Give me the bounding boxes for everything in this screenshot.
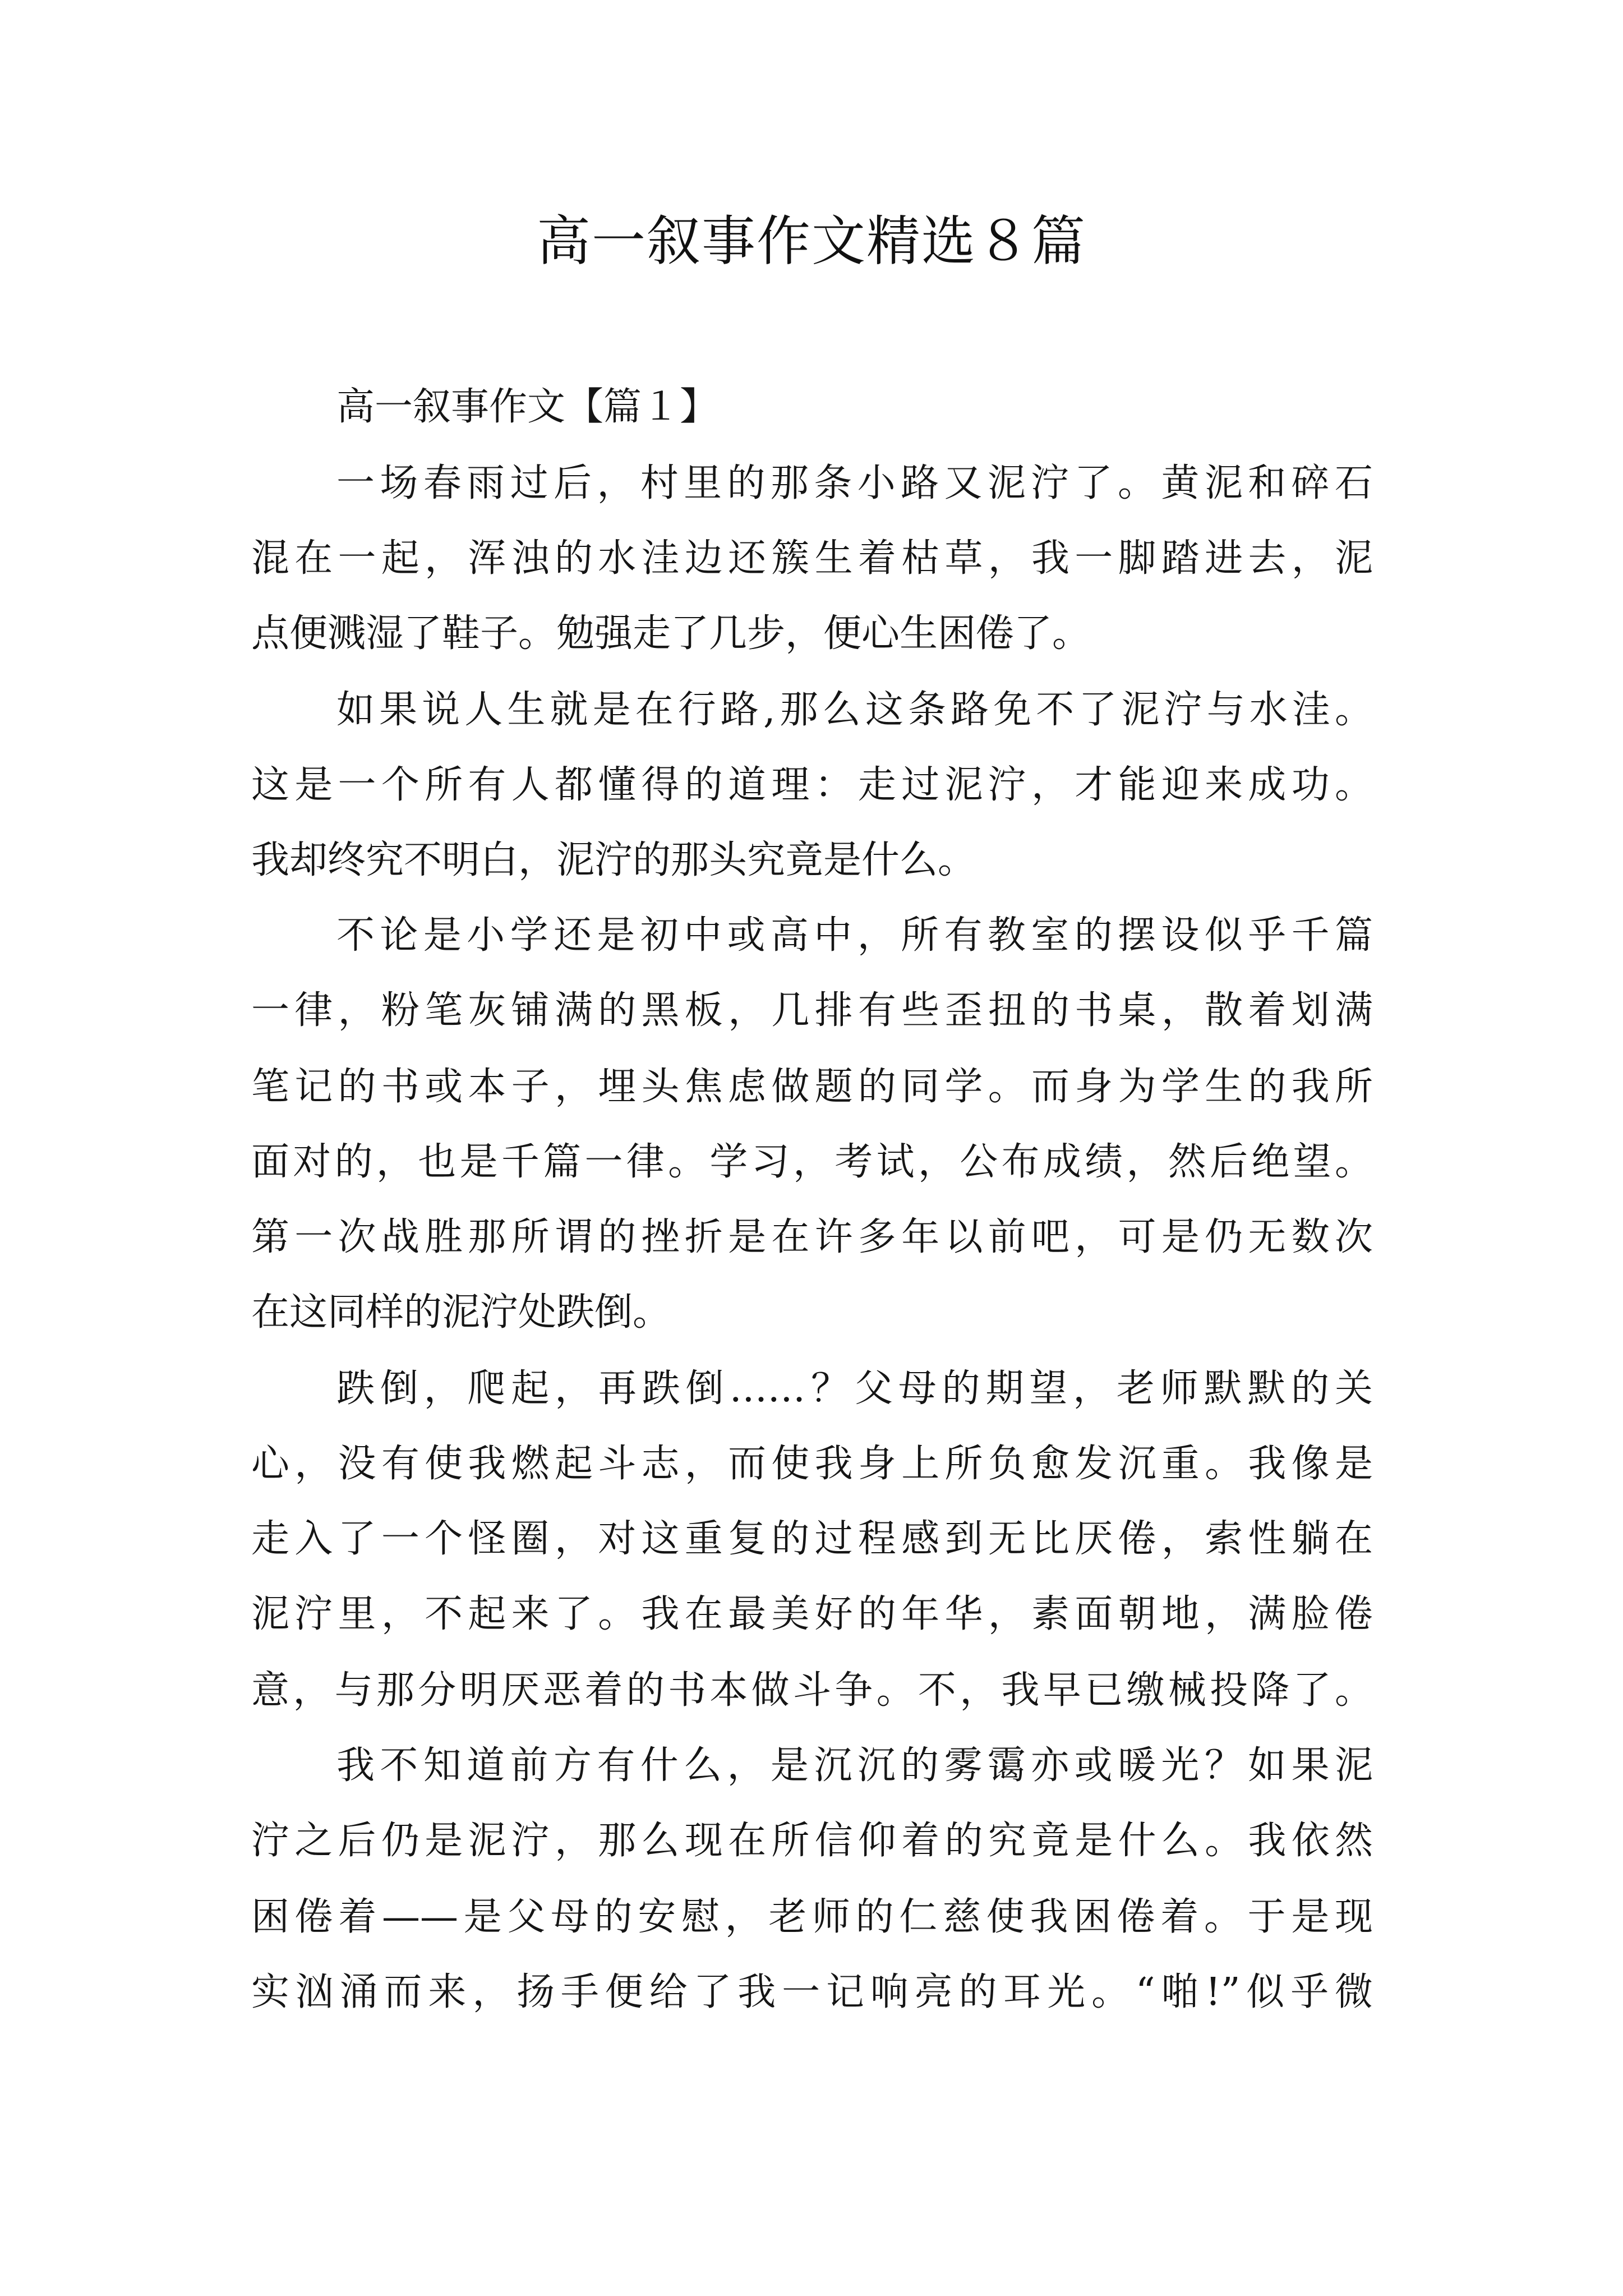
text-line: 一律，粉笔灰铺满的黑板，几排有些歪扭的书桌，散着划满 [251,988,1373,1033]
text-line: 泥泞里，不起来了。我在最美好的年华，素面朝地，满脸倦 [251,1592,1373,1636]
text-line: 一场春雨过后，村里的那条小路又泥泞了。黄泥和碎石 [336,461,1373,505]
section-heading: 高一叙事作文【篇１】 [336,385,718,429]
text-line: 混在一起，浑浊的水洼边还簇生着枯草，我一脚踏进去，泥 [251,536,1373,581]
text-line: 点便溅湿了鞋子。勉强走了几步，便心生困倦了。 [251,611,1091,656]
text-line: 我却终究不明白，泥泞的那头究竟是什么。 [251,838,976,882]
text-line: 实汹涌而来，扬手便给了我一记响亮的耳光。“啪!”似乎微 [251,1970,1373,2014]
text-line: 我不知道前方有什么，是沉沉的雾霭亦或暖光？如果泥 [336,1743,1373,1788]
document-title: 高一叙事作文精选８篇 [537,210,1086,273]
text-line: 如果说人生就是在行路,那么这条路免不了泥泞与水洼。 [336,688,1373,732]
text-line: 走入了一个怪圈，对这重复的过程感到无比厌倦，索性躺在 [251,1517,1373,1561]
text-line: 泞之后仍是泥泞，那么现在所信仰着的究竟是什么。我依然 [251,1819,1373,1863]
text-line: 心，没有使我燃起斗志，而使我身上所负愈发沉重。我像是 [251,1442,1373,1486]
text-line: 不论是小学还是初中或高中，所有教室的摆设似乎千篇 [336,913,1373,958]
text-line: 面对的，也是千篇一律。学习，考试，公布成绩，然后绝望。 [251,1140,1373,1184]
text-line: 意，与那分明厌恶着的书本做斗争。不，我早已缴械投降了。 [251,1668,1373,1713]
text-line: 在这同样的泥泞处跌倒。 [251,1290,671,1335]
text-line: 跌倒，爬起，再跌倒……？父母的期望，老师默默的关 [336,1366,1373,1411]
text-line: 第一次战胜那所谓的挫折是在许多年以前吧，可是仍无数次 [251,1215,1373,1259]
text-line: 笔记的书或本子，埋头焦虑做题的同学。而身为学生的我所 [251,1065,1373,1109]
text-line: 困倦着——是父母的安慰，老师的仁慈使我困倦着。于是现 [251,1895,1373,1939]
text-line: 这是一个所有人都懂得的道理：走过泥泞，才能迎来成功。 [251,763,1373,807]
